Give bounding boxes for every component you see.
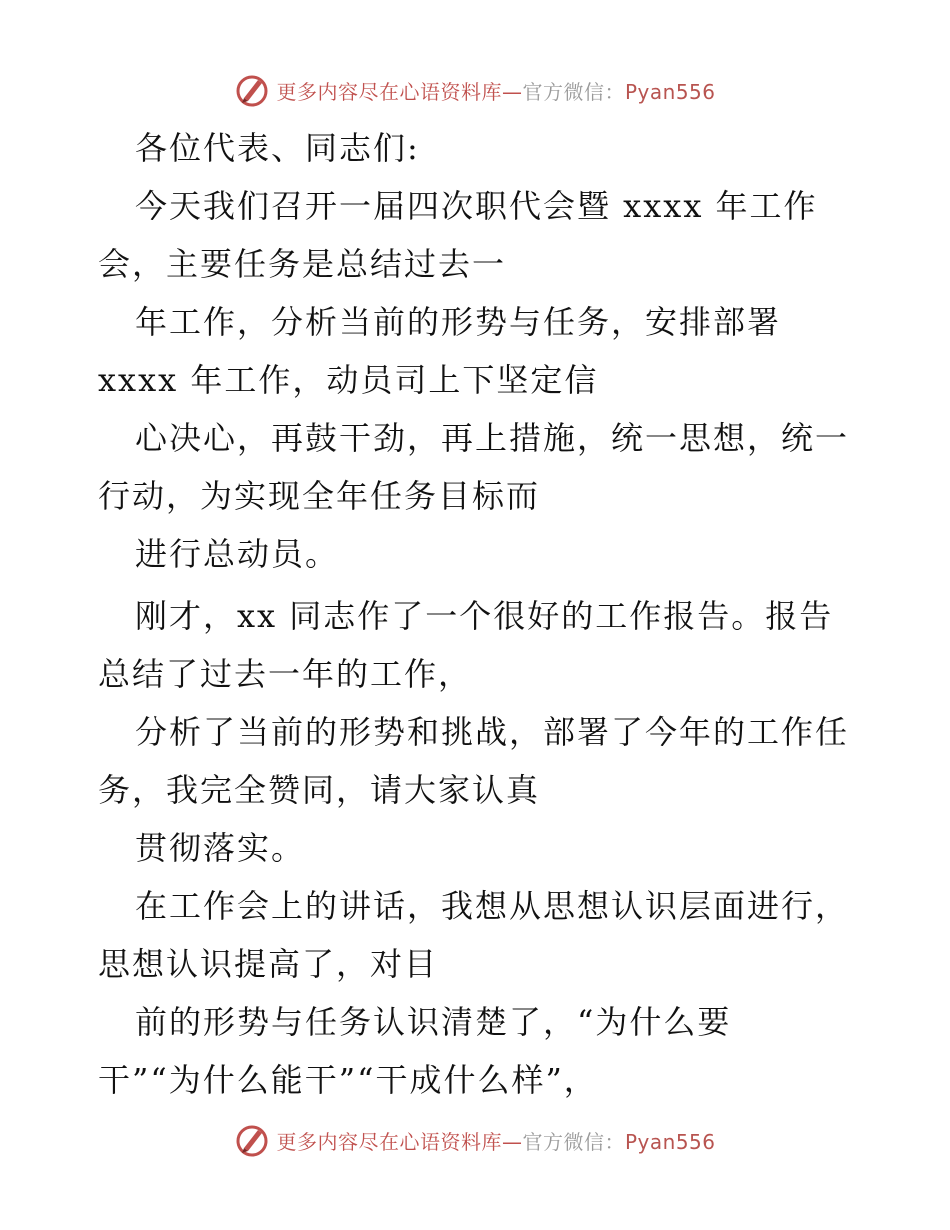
watermark-brand: 更多内容尽在心语资料库 <box>276 79 502 104</box>
pen-logo-icon <box>234 1122 270 1158</box>
watermark-account: Pyan556 <box>624 1129 716 1154</box>
text-line: 干”“为什么能干”“干成什么样”， <box>98 1061 598 1099</box>
text-line: 会，主要任务是总结过去一 <box>98 245 507 283</box>
watermark-dash: — <box>501 1129 523 1154</box>
watermark-label: 官方微信： <box>522 79 625 104</box>
watermark-footer <box>0 1120 950 1160</box>
text-line: 进行总动员。 <box>135 535 340 573</box>
text-line: 心决心，再鼓干劲，再上措施，统一思想，统一 <box>135 419 850 457</box>
watermark-dash: — <box>501 79 523 104</box>
text-line: 前的形势与任务认识清楚了，“为什么要 <box>135 1003 732 1041</box>
text-line: 在工作会上的讲话，我想从思想认识层面进行， <box>135 887 850 925</box>
text-line: 务，我完全赞同，请大家认真 <box>98 771 541 809</box>
text-line: 总结了过去一年的工作， <box>98 655 473 693</box>
text-line: 思想认识提高了，对目 <box>98 945 439 983</box>
text-line: 年工作，分析当前的形势与任务，安排部署 <box>135 303 782 341</box>
text-line: xxxx 年工作，动员司上下坚定信 <box>98 361 599 399</box>
text-line: 贯彻落实。 <box>135 829 306 867</box>
text-line: 刚才，xx 同志作了一个很好的工作报告。报告 <box>135 597 834 635</box>
text-line: 今天我们召开一届四次职代会暨 xxxx 年工作 <box>135 187 818 225</box>
watermark-label: 官方微信： <box>522 1129 625 1154</box>
text-line: 各位代表、同志们: <box>135 129 420 167</box>
watermark-brand: 更多内容尽在心语资料库 <box>276 1129 502 1154</box>
pen-logo-icon <box>234 72 270 108</box>
watermark-account: Pyan556 <box>624 79 716 104</box>
watermark-text <box>276 76 715 105</box>
watermark-text <box>276 1126 715 1155</box>
watermark-header <box>0 70 950 110</box>
text-line: 分析了当前的形势和挑战，部署了今年的工作任 <box>135 713 850 751</box>
text-line: 行动，为实现全年任务目标而 <box>98 477 541 515</box>
